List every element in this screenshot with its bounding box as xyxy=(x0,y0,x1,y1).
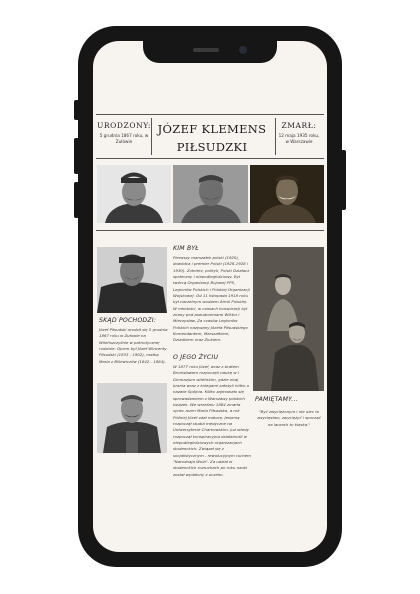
portrait-photo-6 xyxy=(253,247,324,391)
page-title xyxy=(151,121,273,157)
section-text-kim-byl: Pierwszy marszałek polski (1920), dowódca i premier Polski (1926-1928 i 1930). Żołnierz, polityk, Polski Działacz społeczny i niepodległościowy. Był twórcą Organizacji Bojowej PPS, Legionów Polskich i Polskiej Organizacji Wojskowej. Od 11 listopada 1918 roku był naczelnym wodzem Armii Polskiej. W młodości, w czasach konspiracji był znany pod pseudonimami Wiktor i Mieczysław. Za czasów Legionów Polskich nazywany Józefa Piłsudskiego Komendantem, Marszałkiem, Dziadkiem oraz Ziukiem. xyxy=(173,255,250,343)
portrait-photo-2 xyxy=(173,165,248,223)
section-text-zycie: W 1877 roku Józef, wraz z bratem Bronisławem rozpoczęli naukę w I Gimnazjum wileńskim, gdzie obaj brania wraz z kolegami założyli kółko o nazwie Spójnia. Kółko zajmowało się sprowadzaniem z Warszawy polskich książek. We wrześniu 1884 zmarła ojciec-marn Maria Piłsudska, a rok Później Józef zdał maturę. Jesienią rozpoczął studia medyczne na Uniwersytecie Charkowskim. Już wtedy rozpoczął konspiracyjną działalność w niepodległościowych organizacjach studenckich. Związał się z socjalistycznym - rewolucyjnym ruchem "Narodnaja Wola". Za udział w studenckich rozruchach po roku nauki został wydalony z uczelni. xyxy=(173,364,251,477)
portrait-photo-1 xyxy=(97,165,171,223)
portrait-photo-4 xyxy=(97,247,167,313)
section-heading-skad: SKĄD POCHODZI: xyxy=(99,317,157,324)
born-label: URODZONY: xyxy=(97,121,152,130)
section-heading-zycie: O JEGO ŻYCIU xyxy=(173,354,219,361)
notch xyxy=(143,41,277,63)
born-text: 5 grudnia 1867 roku, w Zułowie xyxy=(99,133,149,144)
phone-screen[interactable] xyxy=(93,41,327,552)
section-rule xyxy=(96,230,324,231)
portrait-photo-5 xyxy=(97,383,167,453)
section-heading-pamietamy: PAMIĘTAMY... xyxy=(255,396,298,403)
quote-text: "Być zwyciężonym i nie ulec to zwycięstwo, zwyciężyć i spocząć na laurach to klęska." xyxy=(257,409,321,427)
section-text-skad: Józef Piłsudski urodził się 5 grudnia 1867 roku w Zułowie na Wileńszczyźnie w patriotycznej rodzinie. Ojcem był Józef Wincenty Piłsudski (1833 - 1902), matką Maria z Billewiczów (1842 - 1884). xyxy=(99,327,168,364)
title-line-2: PIŁSUDZKI xyxy=(176,139,248,154)
header-bottom-rule xyxy=(96,158,324,159)
speaker-grille xyxy=(193,48,219,52)
died-text: 12 maja 1935 roku, w Warszawie xyxy=(278,133,320,144)
portrait-photo-3 xyxy=(250,165,324,223)
header-top-rule xyxy=(96,114,324,115)
front-camera-icon xyxy=(239,46,247,54)
header-divider-right xyxy=(275,118,276,155)
section-heading-kim-byl: KIM BYŁ xyxy=(173,245,199,252)
died-label: ZMARŁ: xyxy=(281,121,317,130)
title-line-1: JÓZEF KLEMENS xyxy=(157,122,267,136)
